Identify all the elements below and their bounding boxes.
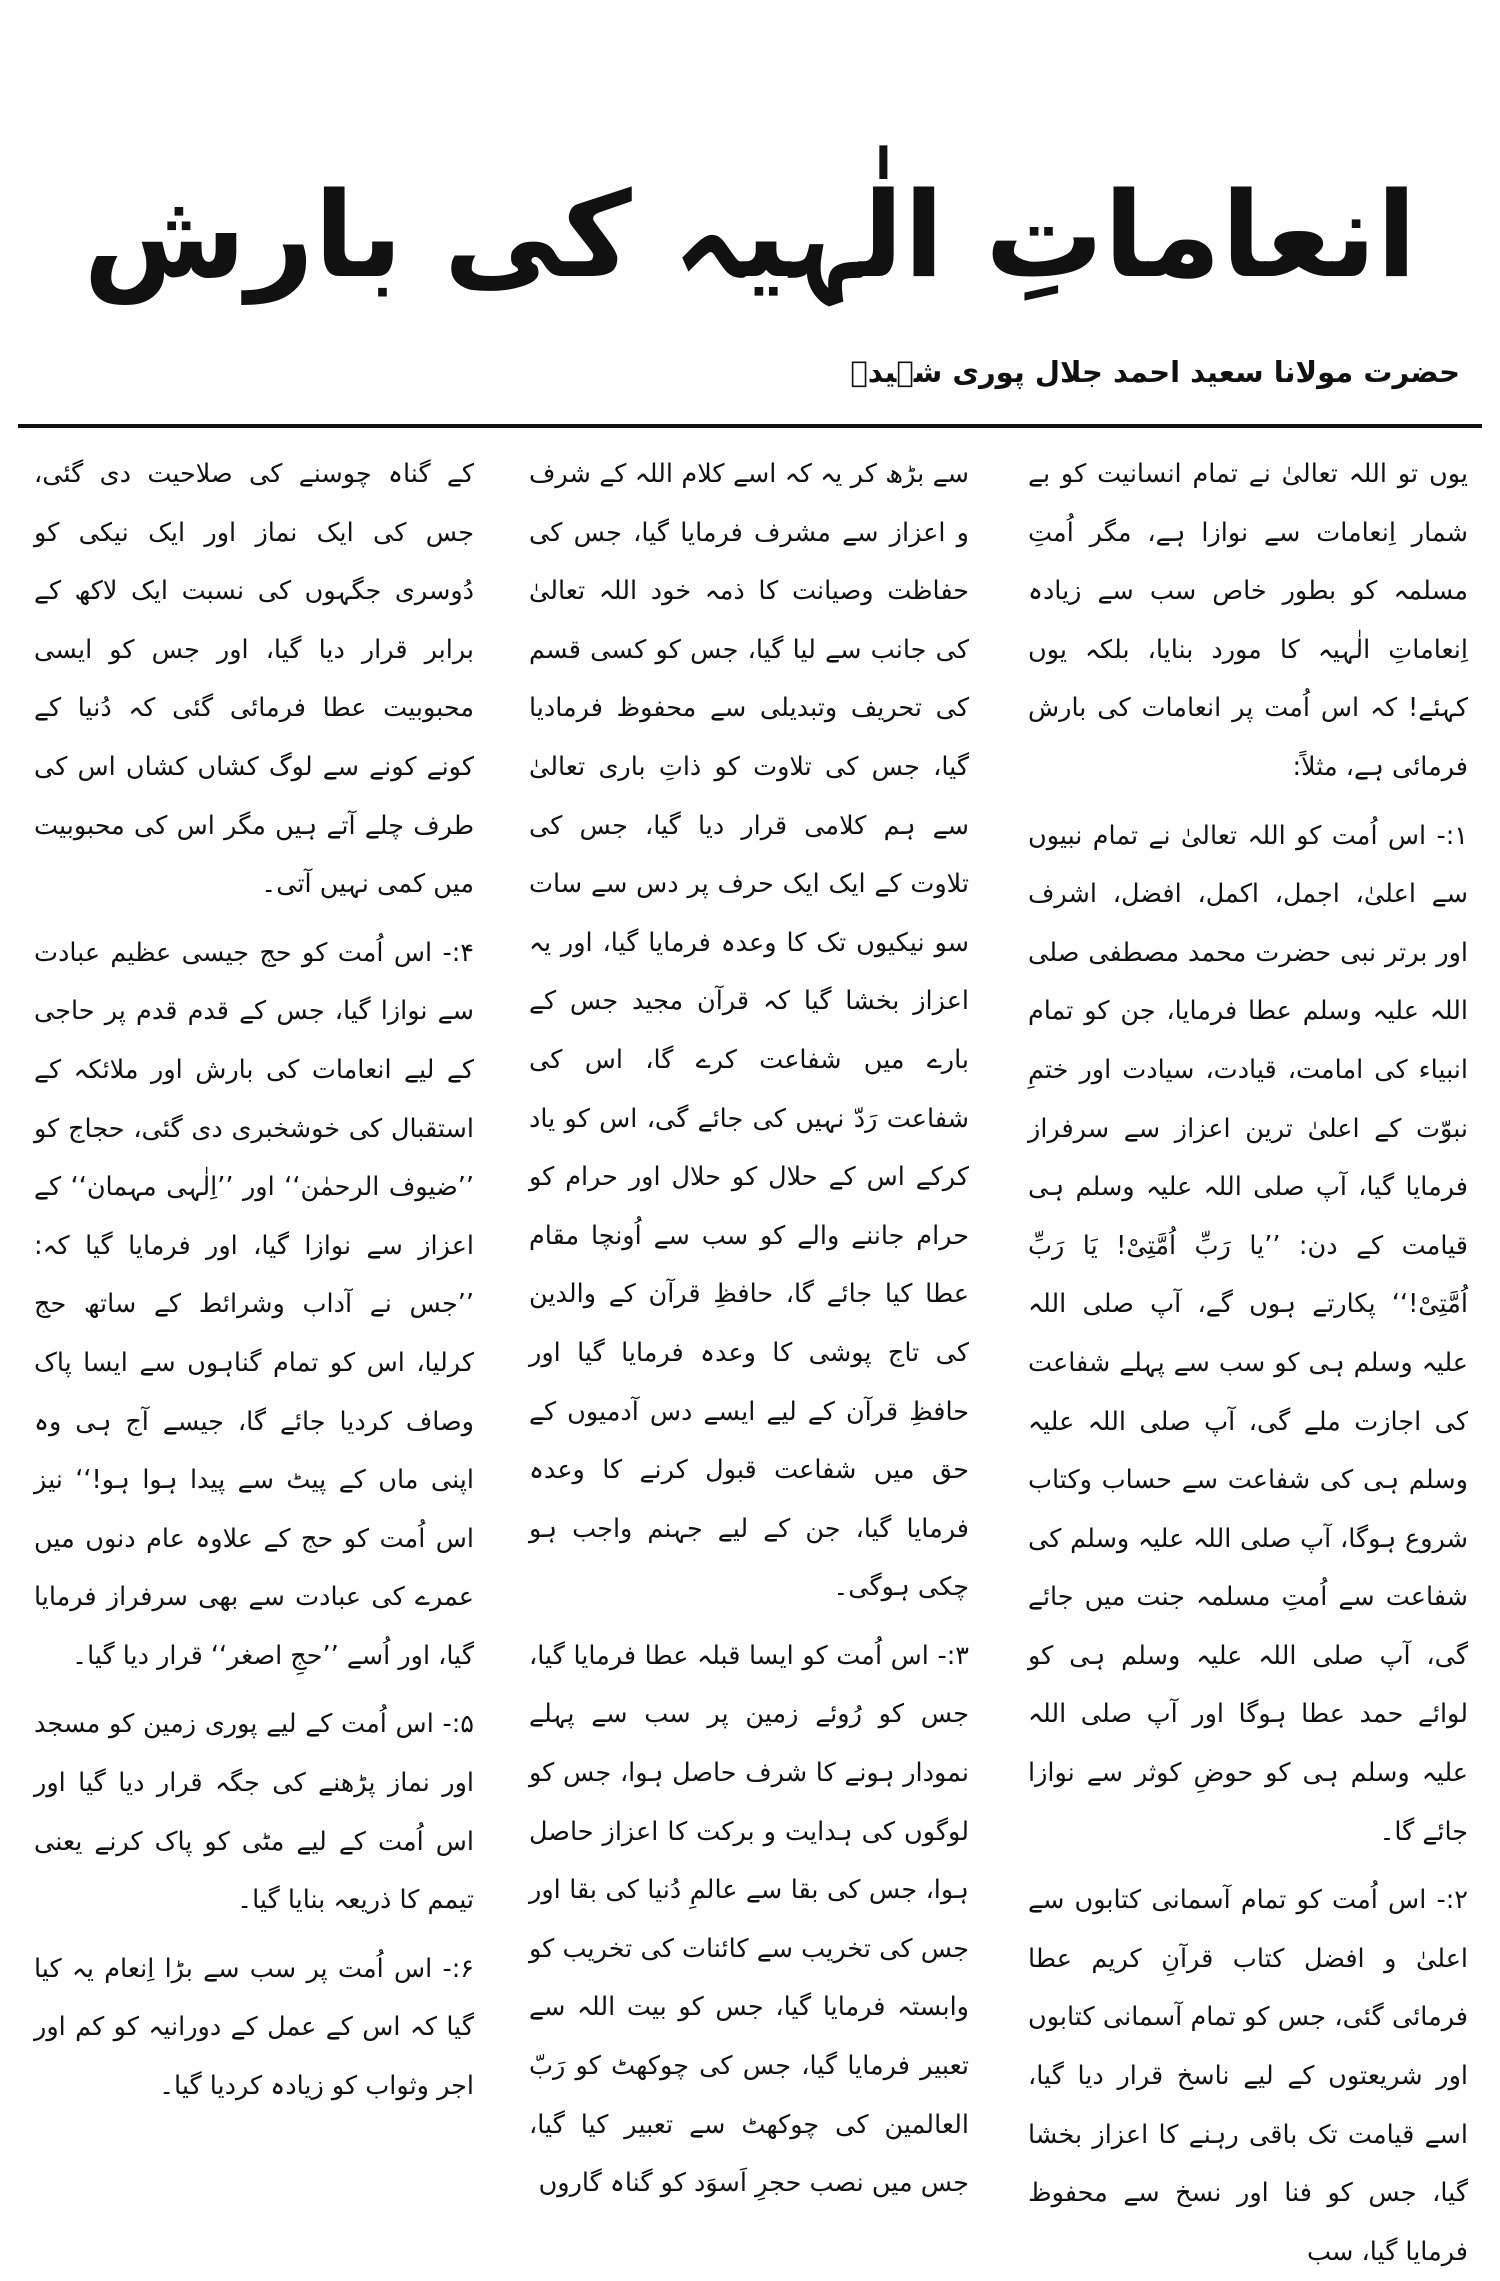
paragraph: ۴:- اس اُمت کو حج جیسی عظیم عبادت سے نوازا گیا، جس کے قدم قدم پر حاجی کے لیے انعامات کی بارش اور ملائکہ کے استقبال کی خوشخبری دی گئی، حجاج کو ’’ضیوف الرحمٰن‘‘ اور ’’اِلٰہی مہمان‘‘ کے اعزاز سے نوازا گیا، اور فرمایا گیا کہ: ’’جس نے آداب وشرائط کے ساتھ حج کرلیا، اس کو تمام گناہوں سے ایسا پاک وصاف کردیا جائے گا، جیسے آج ہی وہ اپنی ماں کے پیٹ سے پیدا ہوا ہو!‘‘ نیز اس اُمت کو حج کے علاوہ عام دنوں میں عمرے کی عبادت سے بھی سرفراز فرمایا گیا، اور اُسے ’’حجِ اصغر‘‘ قرار دیا گیا۔ xyxy=(34,937,474,1671)
paragraph: ۲:- اس اُمت کو تمام آسمانی کتابوں سے اعلیٰ و افضل کتاب قرآنِ کریم عطا فرمائی گئی، جس کو تمام آسمانی کتابوں اور شریعتوں کے لیے ناسخ قرار دیا گیا، اسے قیامت تک باقی رہنے کا اعزاز بخشا گیا، جس کو فنا اور نسخ سے محفوظ فرمایا گیا، سب xyxy=(1028,1885,1468,2267)
paragraph: یوں تو اللہ تعالیٰ نے تمام انسانیت کو بے شمار اِنعامات سے نوازا ہے، مگر اُمتِ مسلمہ کو بطور خاص سب سے زیادہ اِنعاماتِ الٰہیہ کا مورد بنایا، بلکہ یوں کہئے! کہ اس اُمت پر انعامات کی بارش فرمائی ہے، مثلاً: xyxy=(1028,459,1468,782)
header-divider xyxy=(18,424,1482,428)
paragraph: ۱:- اس اُمت کو اللہ تعالیٰ نے تمام نبیوں سے اعلیٰ، اجمل، اکمل، افضل، اشرف اور برتر نبی حضرت محمد مصطفی صلی اللہ علیہ وسلم عطا فرمایا، جن کو تمام انبیاء کی امامت، قیادت، سیادت اور ختمِ نبوّت کے اعلیٰ ترین اعزاز سے سرفراز فرمایا گیا، آپ صلی اللہ علیہ وسلم ہی قیامت کے دن: ’’یا رَبِّ اُمَّتِیْ! یَا رَبِّ اُمَّتِیْ!‘‘ پکارتے ہوں گے، آپ صلی اللہ علیہ وسلم ہی کو سب سے پہلے شفاعت کی اجازت ملے گی، آپ صلی اللہ علیہ وسلم ہی کی شفاعت سے حساب وکتاب شروع ہوگا، آپ صلی اللہ علیہ وسلم کی شفاعت سے اُمتِ مسلمہ جنت میں جائے گی، آپ صلی اللہ علیہ وسلم ہی کو لوائے حمد عطا ہوگا اور آپ صلی اللہ علیہ وسلم ہی کو حوضِ کوثر سے نوازا جائے گا۔ xyxy=(1028,820,1468,1847)
text-column-1 xyxy=(1028,445,1468,2267)
text-column-3 xyxy=(34,445,474,2165)
author-byline: حضرت مولانا سعید احمد جلال پوری شہیدؒ xyxy=(850,355,1460,389)
article-title: انعاماتِ الٰہیہ کی بارش xyxy=(83,166,1417,304)
paragraph: ۶:- اس اُمت پر سب سے بڑا اِنعام یہ کیا گیا کہ اس کے عمل کے دورانیہ کو کم اور اجر وثواب کو زیادہ کردیا گیا۔ xyxy=(34,1953,474,2102)
paragraph: ۵:- اس اُمت کے لیے پوری زمین کو مسجد اور نماز پڑھنے کی جگہ قرار دیا گیا اور اس اُمت کے لیے مٹی کو پاک کرنے یعنی تیمم کا ذریعہ بنایا گیا۔ xyxy=(34,1709,474,1916)
paragraph: سے بڑھ کر یہ کہ اسے کلام اللہ کے شرف و اعزاز سے مشرف فرمایا گیا، جس کی حفاظت وصیانت کا ذمہ خود اللہ تعالیٰ کی جانب سے لیا گیا، جس کو کسی قسم کی تحریف وتبدیلی سے محفوظ فرمادیا گیا، جس کی تلاوت کو ذاتِ باری تعالیٰ سے ہم کلامی قرار دیا گیا، جس کی تلاوت کے ایک ایک حرف پر دس سے سات سو نیکیوں تک کا وعدہ فرمایا گیا، اور یہ اعزاز بخشا گیا کہ قرآن مجید جس کے بارے میں شفاعت کرے گا، اس کی شفاعت رَدّ نہیں کی جائے گی، اس کو یاد کرکے اس کے حلال کو حلال اور حرام کو حرام جاننے والے کو سب سے اُونچا مقام عطا کیا جائے گا، حافظِ قرآن کے والدین کی تاج پوشی کا وعدہ فرمایا گیا اور حافظِ قرآن کے لیے ایسے دس آدمیوں کے حق میں شفاعت قبول کرنے کا وعدہ فرمایا گیا، جن کے لیے جہنم واجب ہو چکی ہوگی۔ xyxy=(529,459,969,1603)
text-column-2 xyxy=(529,445,969,2199)
paragraph: ۳:- اس اُمت کو ایسا قبلہ عطا فرمایا گیا، جس کو رُوئے زمین پر سب سے پہلے نمودار ہونے کا شرف حاصل ہوا، جس کو لوگوں کی ہدایت و برکت کا اعزاز حاصل ہوا، جس کی بقا سے عالمِ دُنیا کی بقا اور جس کی تخریب سے کائنات کی تخریب کو وابستہ فرمایا گیا، جس کو بیت اللہ سے تعبیر فرمایا گیا، جس کی چوکھٹ کو رَبّ العالمین کی چوکھٹ سے تعبیر کیا گیا، جس میں نصب حجرِ اَسوَد کو گناہ گاروں xyxy=(529,1640,969,2199)
paragraph: کے گناہ چوسنے کی صلاحیت دی گئی، جس کی ایک نماز اور ایک نیکی کو دُوسری جگہوں کی نسبت ایک لاکھ کے برابر قرار دیا گیا، اور جس کو ایسی محبوبیت عطا فرمائی گئی کہ دُنیا کے کونے کونے سے لوگ کشاں کشاں اس کی طرف چلے آتے ہیں مگر اس کی محبوبیت میں کمی نہیں آتی۔ xyxy=(34,459,474,900)
